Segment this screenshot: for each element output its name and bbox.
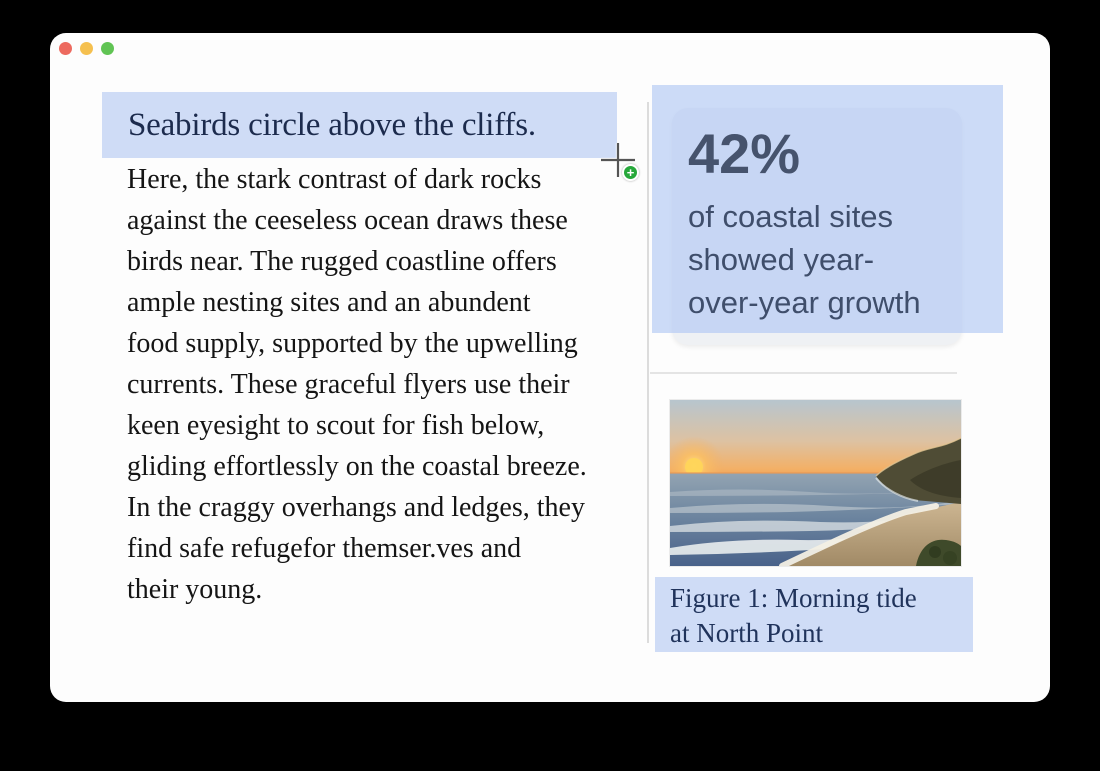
stat-value: 42% (688, 122, 801, 185)
figure-caption-line: Figure 1: Morning tide (670, 583, 917, 613)
plus-glyph: + (626, 164, 635, 180)
add-plus-icon (622, 164, 639, 181)
article-heading: Seabirds circle above the cliffs. (128, 107, 536, 143)
stat-description-line: over-year growth (688, 285, 921, 320)
beach-sunset-illustration (670, 400, 961, 566)
stat-description (688, 195, 921, 324)
minimize-icon[interactable] (80, 42, 93, 55)
body-line: their young. (127, 574, 263, 605)
figure-caption-line: at North Point (670, 618, 823, 648)
body-line: Here, the stark contrast of dark rocks (127, 164, 542, 195)
zoom-icon[interactable] (101, 42, 114, 55)
column-divider (647, 102, 649, 643)
figure-caption-highlight-block[interactable] (655, 577, 973, 652)
stat-description-line: showed year- (688, 242, 875, 277)
close-icon[interactable] (59, 42, 72, 55)
section-divider (650, 372, 957, 374)
body-line: keen eyesight to scout for fish below, (127, 410, 545, 441)
heading-highlight-block[interactable] (102, 92, 617, 158)
app-window (50, 33, 1050, 702)
article-body[interactable] (127, 159, 587, 610)
body-line: birds near. The rugged coastline offers (127, 246, 557, 277)
body-line: ample nesting sites and an abundent (127, 287, 531, 318)
body-line: against the ceeseless ocean draws these (127, 205, 568, 236)
body-line: food supply, supported by the upwelling (127, 328, 578, 359)
body-line: find safe refugefor themser.ves and (127, 533, 522, 564)
stat-description-line: of coastal sites (688, 199, 894, 234)
body-line: In the craggy overhangs and ledges, they (127, 492, 585, 523)
body-line: currents. These graceful flyers use their (127, 369, 570, 400)
beach-sunset-photo[interactable] (670, 400, 961, 566)
stat-content (688, 121, 921, 324)
body-line: gliding effortlessly on the coastal breeze. (127, 451, 587, 482)
